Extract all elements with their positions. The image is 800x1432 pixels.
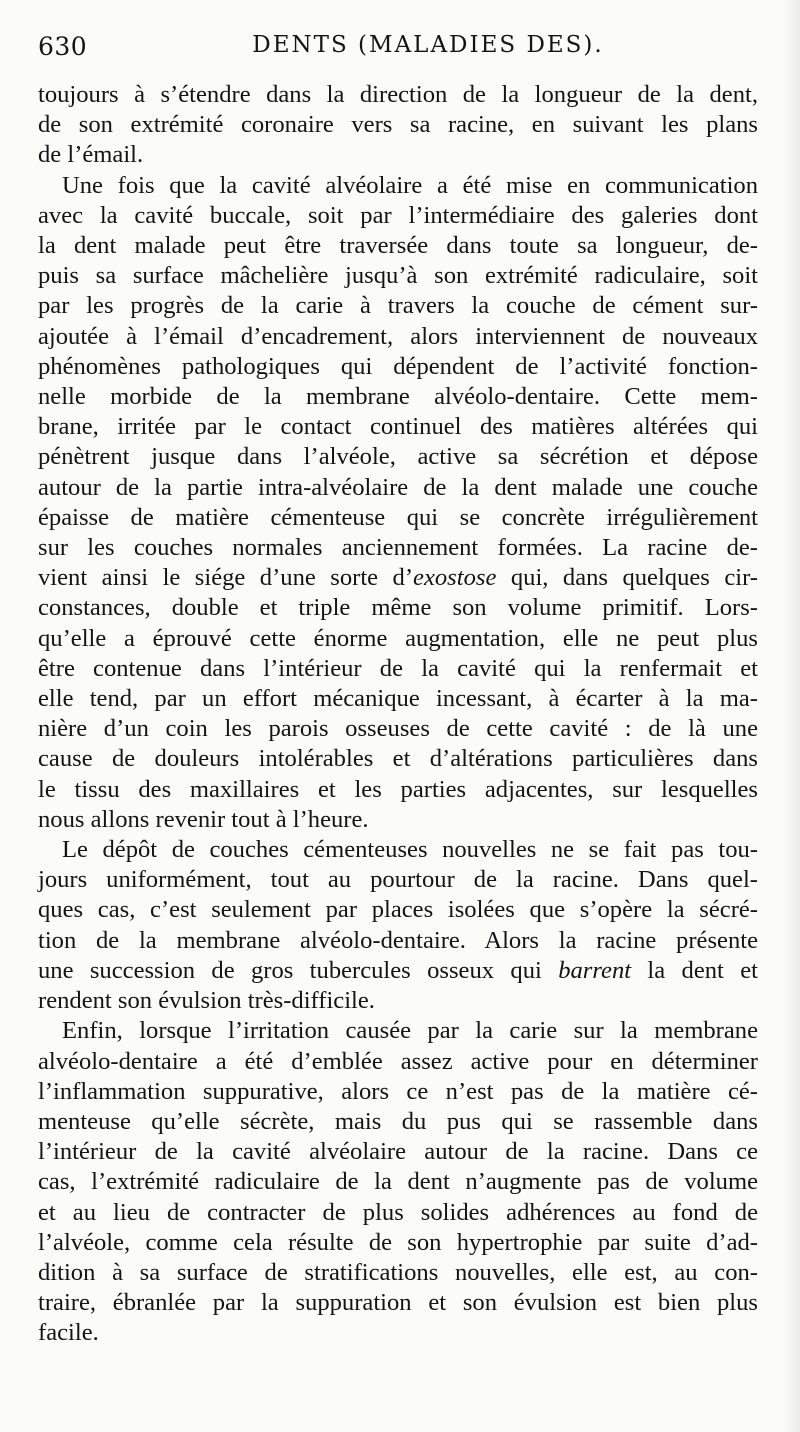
paragraph [38, 835, 758, 1016]
text-line: traire, ébranlée par la suppuration et son évulsion est bien plus [38, 1289, 758, 1317]
text-line: tion de la membrane alvéolo-dentaire. Alors la racine présente [38, 926, 758, 954]
paragraph [38, 1016, 758, 1348]
text-line: et au lieu de contracter de plus solides adhérences au fond de [38, 1198, 758, 1226]
text-line: puis sa surface mâchelière jusqu’à son extrémité radiculaire, soit [38, 262, 758, 290]
text-line: phénomènes pathologiques qui dépendent de l’activité fonction- [38, 352, 758, 380]
text-line: constances, double et triple même son volume primitif. Lors- [38, 594, 758, 622]
text-line: nelle morbide de la membrane alvéolo-dentaire. Cette mem- [38, 383, 758, 411]
text-line: l’inflammation suppurative, alors ce n’est pas de la matière cé- [38, 1077, 758, 1105]
paragraph [38, 80, 758, 171]
text-line: brane, irritée par le contact continuel des matières altérées qui [38, 413, 758, 441]
text-line: avec la cavité buccale, soit par l’intermédiaire des galeries dont [38, 201, 758, 229]
text-line: cas, l’extrémité radiculaire de la dent n’augmente pas de volume [38, 1168, 758, 1196]
text-line: elle tend, par un effort mécanique incessant, à écarter à la ma- [38, 685, 758, 713]
running-head: DENTS (MALADIES DES). [252, 32, 604, 58]
body-text [38, 80, 758, 1349]
text-line: alvéolo-dentaire a été d’emblée assez active pour en déterminer [38, 1047, 758, 1075]
text-line: dition à sa surface de stratifications nouvelles, elle est, au con- [38, 1258, 758, 1286]
text-line: nous allons revenir tout à l’heure. [38, 805, 369, 833]
text-line: la dent malade peut être traversée dans toute sa longueur, de- [38, 232, 758, 260]
page-edge-shadow [782, 0, 800, 1432]
text-line: de son extrémité coronaire vers sa racine, en suivant les plans [38, 111, 758, 139]
text-line: être contenue dans l’intérieur de la cavité qui la renfermait et [38, 654, 758, 682]
text-line: une succession de gros tubercules osseux qui barrent la dent et [38, 956, 758, 984]
text-line: le tissu des maxillaires et les parties adjacentes, sur lesquelles [38, 775, 758, 803]
text-line: nière d’un coin les parois osseuses de cette cavité : de là une [38, 715, 758, 743]
paragraph [38, 171, 758, 835]
page-number: 630 [38, 32, 88, 61]
text-line: par les progrès de la carie à travers la couche de cément sur- [38, 292, 758, 320]
text-line: cause de douleurs intolérables et d’altérations particulières dans [38, 745, 758, 773]
text-line: Une fois que la cavité alvéolaire a été mise en communication [62, 171, 758, 199]
text-line: qu’elle a éprouvé cette énorme augmentation, elle ne peut plus [38, 624, 758, 652]
text-line: pénètrent jusque dans l’alvéole, active sa sécrétion et dépose [38, 443, 758, 471]
text-line: Enfin, lorsque l’irritation causée par la carie sur la membrane [62, 1017, 758, 1045]
text-line: l’alvéole, comme cela résulte de son hypertrophie par suite d’ad- [38, 1228, 758, 1256]
text-line: de l’émail. [38, 141, 144, 169]
text-line: épaisse de matière cémenteuse qui se concrète irrégulièrement [38, 503, 758, 531]
text-line: l’intérieur de la cavité alvéolaire autour de la racine. Dans ce [38, 1138, 758, 1166]
page-header [38, 28, 758, 80]
text-line: autour de la partie intra-alvéolaire de la dent malade une couche [38, 473, 758, 501]
text-line: ajoutée à l’émail d’encadrement, alors interviennent de nouveaux [38, 322, 758, 350]
text-line: sur les couches normales anciennement formées. La racine de- [38, 534, 758, 562]
text-line: facile. [38, 1319, 99, 1347]
text-line: ques cas, c’est seulement par places isolées que s’opère la sécré- [38, 896, 758, 924]
text-line: jours uniformément, tout au pourtour de la racine. Dans quel- [38, 866, 758, 894]
text-line: toujours à s’étendre dans la direction de la longueur de la dent, [38, 81, 758, 108]
text-line: rendent son évulsion très-difficile. [38, 987, 375, 1015]
text-line: menteuse qu’elle sécrète, mais du pus qui se rassemble dans [38, 1107, 758, 1135]
text-line: vient ainsi le siége d’une sorte d’exostose qui, dans quelques cir- [38, 564, 758, 592]
text-line: Le dépôt de couches cémenteuses nouvelles ne se fait pas tou- [62, 836, 758, 864]
